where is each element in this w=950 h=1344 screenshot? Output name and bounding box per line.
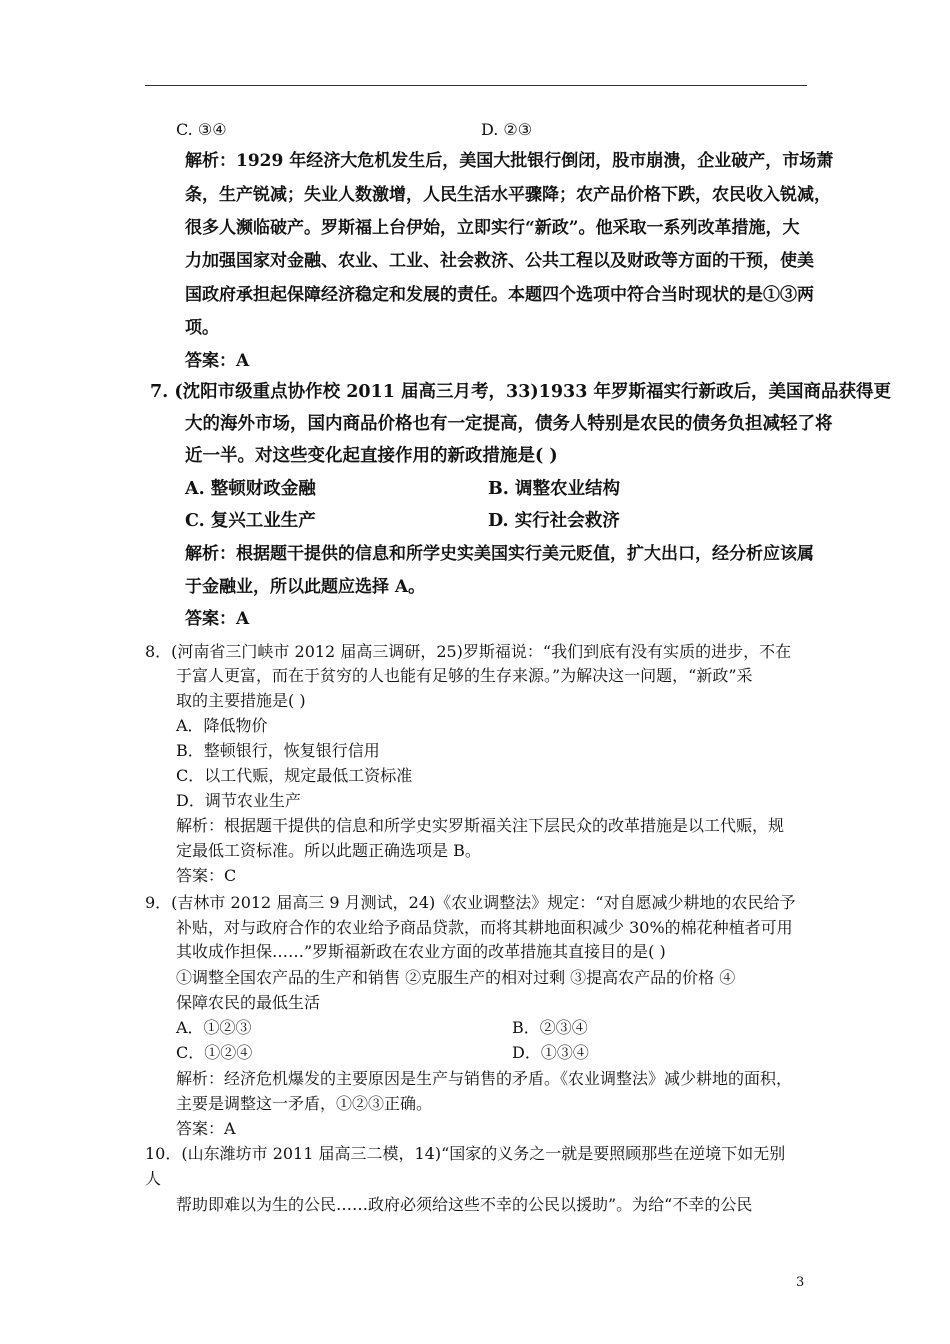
q8-option: B．整顿银行，恢复银行信用 [176,741,380,760]
q7-analysis-line: 解析：根据题干提供的信息和所学史实美国实行美元贬值，扩大出口，经分析应该属 [185,544,814,564]
q7-stem-line: 大的海外市场，国内商品价格也有一定提高，债务人特别是农民的债务负担减轻了将 [185,414,833,434]
q7-option-c: C. 复兴工业生产 [185,511,316,531]
q9-stem-line: 补贴，对与政府合作的农业给予商品贷款，而将其耕地面积减少 30%的棉花种植者可用 [176,918,793,937]
q6-answer: 答案：A [185,351,250,371]
q6-analysis-line: 力加强国家对金融、农业、工业、社会救济、公共工程以及财政等方面的干预，使美 [185,251,814,271]
q10-stem-line: 人 [145,1169,162,1188]
q9-option-d: D．①③④ [512,1043,589,1062]
q7-stem-line: 7. (沈阳市级重点协作校 2011 届高三月考，33)1933 年罗斯福实行新政后，美国商品获得更 [150,382,891,402]
q10-stem-line: 10．(山东潍坊市 2011 届高三二模，14)“国家的义务之一就是要照顾那些在逆境下如无别 [145,1144,786,1163]
q9-analysis-line: 解析：经济危机爆发的主要原因是生产与销售的矛盾。《农业调整法》减少耕地的面积， [176,1069,793,1088]
page-number: 3 [796,1275,805,1290]
q7-answer: 答案：A [185,609,250,629]
q6-analysis-line: 条，生产锐减；失业人数激增，人民生活水平骤降；农产品价格下跌，农民收入锐减， [185,185,831,205]
q9-stem-line: 其收成作担保……”罗斯福新政在农业方面的改革措施其直接目的是( ) [176,942,666,961]
q9-answer: 答案：A [176,1119,236,1138]
q8-stem-line: 取的主要措施是( ) [176,691,306,710]
q6-analysis-line: 解析：1929 年经济大危机发生后，美国大批银行倒闭，股市崩溃，企业破产，市场萧 [185,151,834,171]
q9-option-b: B．②③④ [512,1018,588,1037]
q6-option-d: D. ②③ [481,120,533,139]
q8-stem-line: 于富人更富，而在于贫穷的人也能有足够的生存来源。”为解决这一问题，“新政”采 [176,666,753,685]
q7-stem-line: 近一半。对这些变化起直接作用的新政措施是( ) [185,446,558,466]
header-rule [145,85,807,86]
q9-option-c: C．①②④ [176,1043,253,1062]
q6-analysis-line: 很多人濒临破产。罗斯福上台伊始，立即实行“新政”。他采取一系列改革措施，大 [185,218,800,238]
q8-analysis-line: 解析：根据题干提供的信息和所学史实罗斯福关注下层民众的改革措施是以工代赈，规 [176,816,785,835]
q9-stem-line: 9．(吉林市 2012 届高三 9 月测试，24)《农业调整法》规定：“对自愿减少耕地的农民给予 [145,893,796,912]
q6-analysis-line: 项。 [185,318,219,338]
q8-stem-line: 8．(河南省三门峡市 2012 届高三调研，25)罗斯福说：“我们到底有没有实质的进步，不在 [145,642,792,661]
q9-analysis-line: 主要是调整这一矛盾，①②③正确。 [176,1094,433,1113]
q9-option-a: A．①②③ [176,1018,252,1037]
q7-option-d: D. 实行社会救济 [488,511,620,531]
q9-stem-line: ①调整全国农产品的生产和销售 ②克服生产的相对过剩 ③提高农产品的价格 ④ [176,968,736,987]
q10-stem-line: 帮助即难以为生的公民……政府必须给这些不幸的公民以援助”。为给“不幸的公民 [176,1195,753,1214]
q6-option-c: C. ③④ [176,120,227,139]
q7-option-b: B. 调整农业结构 [488,479,620,499]
q7-option-a: A. 整顿财政金融 [185,479,316,499]
q6-analysis-line: 国政府承担起保障经济稳定和发展的责任。本题四个选项中符合当时现状的是①③两 [185,285,814,305]
q8-option: A．降低物价 [176,716,268,735]
q8-analysis-line: 定最低工资标准。所以此题正确选项是 B。 [176,841,481,860]
q8-answer: 答案：C [176,866,237,885]
q8-option: C．以工代赈，规定最低工资标准 [176,766,413,785]
q7-analysis-line: 于金融业，所以此题应选择 A。 [185,577,426,597]
q8-option: D．调节农业生产 [176,791,301,810]
q9-stem-line: 保障农民的最低生活 [176,993,321,1012]
